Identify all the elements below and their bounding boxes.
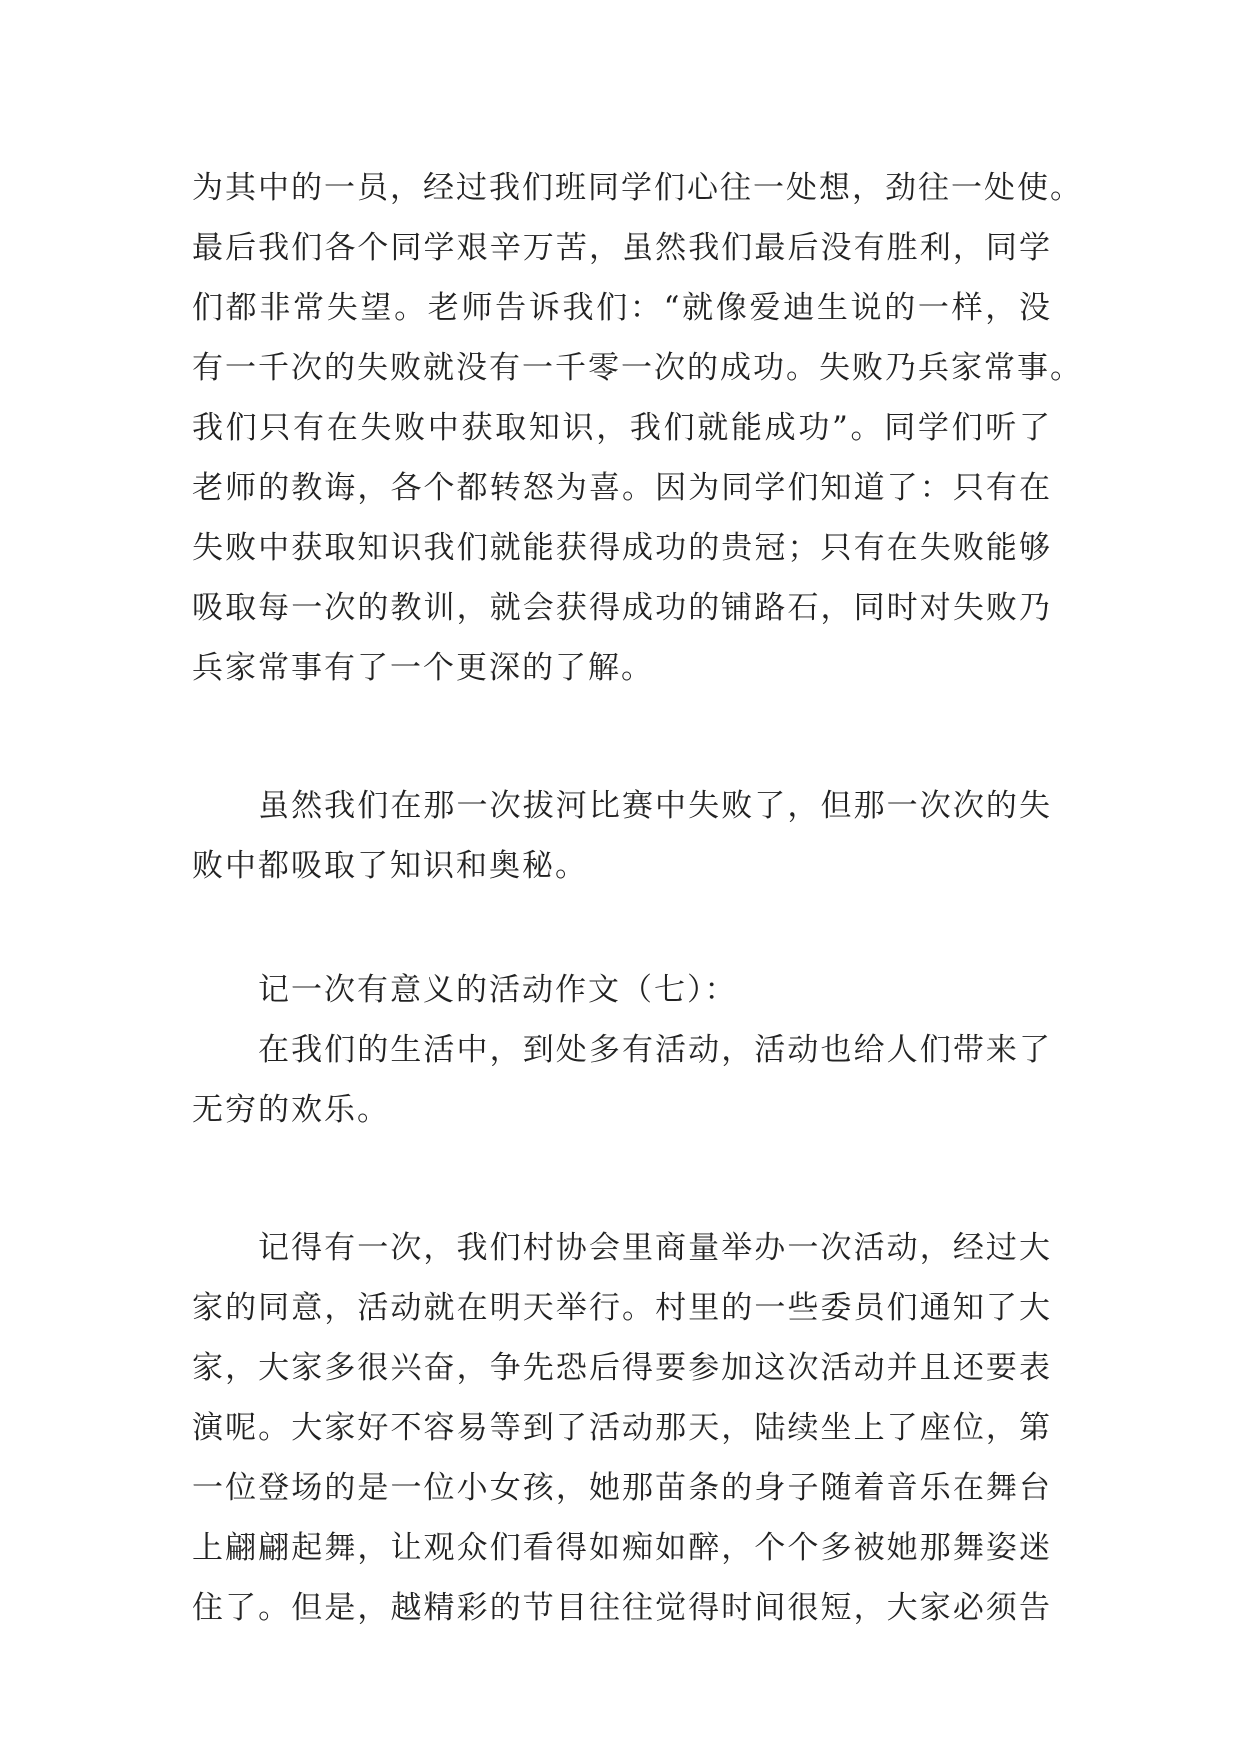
section-heading: 记一次有意义的活动作文（七）： [258,972,738,1008]
text-line: 败中都吸取了知识和奥秘。 [192,848,588,884]
text-line: 演呢。大家好不容易等到了活动那天，陆续坐上了座位，第 [192,1410,1052,1446]
text-line: 虽然我们在那一次拔河比赛中失败了，但那一次次的失 [258,788,1052,824]
document-body [192,158,1083,1638]
text-line: 上翩翩起舞，让观众们看得如痴如醉，个个多被她那舞姿迷 [192,1530,1052,1566]
text-line: 老师的教诲，各个都转怒为喜。因为同学们知道了：只有在 [192,470,1052,506]
text-line: 最后我们各个同学艰辛万苦，虽然我们最后没有胜利，同学 [192,230,1052,266]
paragraph-spacer [192,896,1052,960]
paragraph [192,960,1052,1140]
text-line: 住了。但是，越精彩的节目往往觉得时间很短，大家必须告 [192,1590,1052,1626]
text-line: 失败中获取知识我们就能获得成功的贵冠；只有在失败能够 [192,530,1052,566]
text-line: 我们只有在失败中获取知识，我们就能成功”。同学们听了 [192,410,1052,446]
text-line: 在我们的生活中，到处多有活动，活动也给人们带来了 [258,1032,1052,1068]
text-line: 家的同意，活动就在明天举行。村里的一些委员们通知了大 [192,1290,1052,1326]
paragraph [192,1218,1052,1638]
text-line: 家，大家多很兴奋，争先恐后得要参加这次活动并且还要表 [192,1350,1052,1386]
text-line: 兵家常事有了一个更深的了解。 [192,650,654,686]
paragraph-spacer [192,1140,1052,1218]
text-line: 为其中的一员，经过我们班同学们心往一处想，劲往一处使。 [192,170,1083,206]
text-line: 们都非常失望。老师告诉我们：“就像爱迪生说的一样，没 [192,290,1052,326]
paragraph [192,158,1083,698]
text-line: 有一千次的失败就没有一千零一次的成功。失败乃兵家常事。 [192,350,1083,386]
paragraph-spacer [192,698,1052,776]
text-line: 记得有一次，我们村协会里商量举办一次活动，经过大 [258,1230,1052,1266]
text-line: 无穷的欢乐。 [192,1092,390,1128]
text-line: 吸取每一次的教训，就会获得成功的铺路石，同时对失败乃 [192,590,1052,626]
text-line: 一位登场的是一位小女孩，她那苗条的身子随着音乐在舞台 [192,1470,1052,1506]
paragraph [192,776,1052,896]
